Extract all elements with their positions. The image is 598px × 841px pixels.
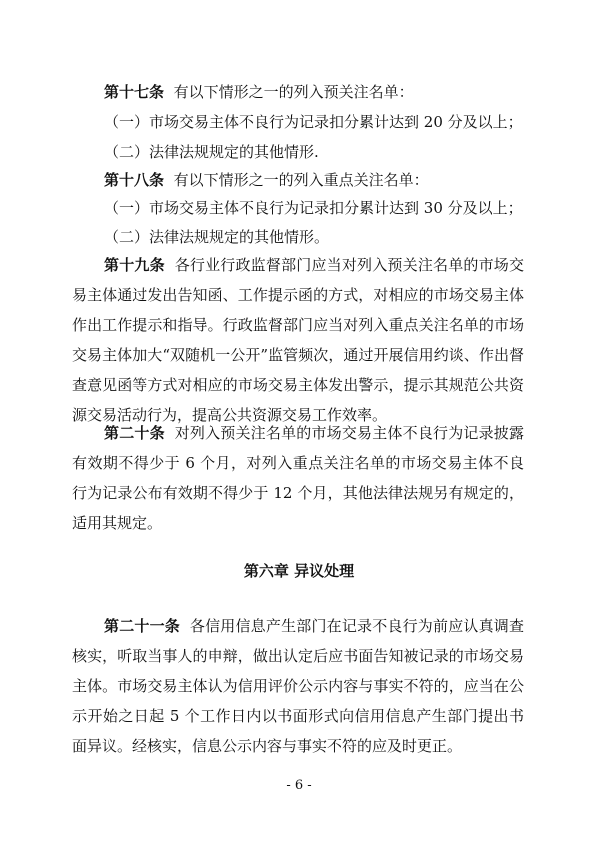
article-text: 有以下情形之一的列入预关注名单： [173, 83, 414, 101]
item-text: （二）法律法规规定的其他情形。 [104, 228, 330, 246]
article-18-item-1 [72, 193, 524, 223]
article-heading: 第十九条 [104, 256, 165, 274]
item-text: （二）法律法规规定的其他情形. [104, 143, 319, 161]
chapter-title: 第六章 异议处理 [243, 562, 355, 580]
article-heading: 第二十一条 [104, 617, 180, 635]
article-heading: 第十八条 [104, 171, 165, 189]
article-text: 各行业行政监督部门应当对列入预关注名单的市场交易主体通过发出告知函、工作提示函的方式，对相应的市场交易主体作出工作提示和指导。行政监督部门应当对列入重点关注名单的市场交易主体加大“双随机一公开”监管频次，通过开展信用约谈、作出督查意见函等方式对相应的市场交易主体发出警示，提示其规范公共资源交易活动行为，提高公共资源交易工作效率。 [72, 256, 524, 424]
article-text: 有以下情形之一的列入重点关注名单： [173, 171, 429, 189]
item-text: （一）市场交易主体不良行为记录扣分累计达到 20 分及以上； [104, 113, 523, 131]
page-number: - 6 - [286, 778, 312, 793]
article-17 [72, 77, 524, 107]
article-21 [72, 611, 524, 761]
article-17-item-2 [72, 137, 524, 167]
article-text: 对列入预关注名单的市场交易主体不良行为记录披露有效期不得少于 6 个月，对列入重点关注名单的市场交易主体不良行为记录公布有效期不得少于 12 个月，其他法律法规另有规定的，适用其规定。 [72, 424, 524, 532]
article-18-item-2 [72, 222, 524, 252]
article-18 [72, 165, 524, 195]
article-heading: 第二十条 [104, 424, 165, 442]
item-text: （一）市场交易主体不良行为记录扣分累计达到 30 分及以上； [104, 199, 523, 217]
article-heading: 第十七条 [104, 83, 165, 101]
article-20 [72, 418, 524, 538]
article-17-item-1 [72, 107, 524, 137]
article-19 [72, 250, 524, 430]
article-text: 各信用信息产生部门在记录不良行为前应认真调查核实，听取当事人的申辩，做出认定后应书面告知被记录的市场交易主体。市场交易主体认为信用评价公示内容与事实不符的，应当在公示开始之日起 5 个工作日内以书面形式向信用信息产生部门提出书面异议。经核实，信息公示内容与事实不符的应及时更正。 [72, 617, 524, 755]
